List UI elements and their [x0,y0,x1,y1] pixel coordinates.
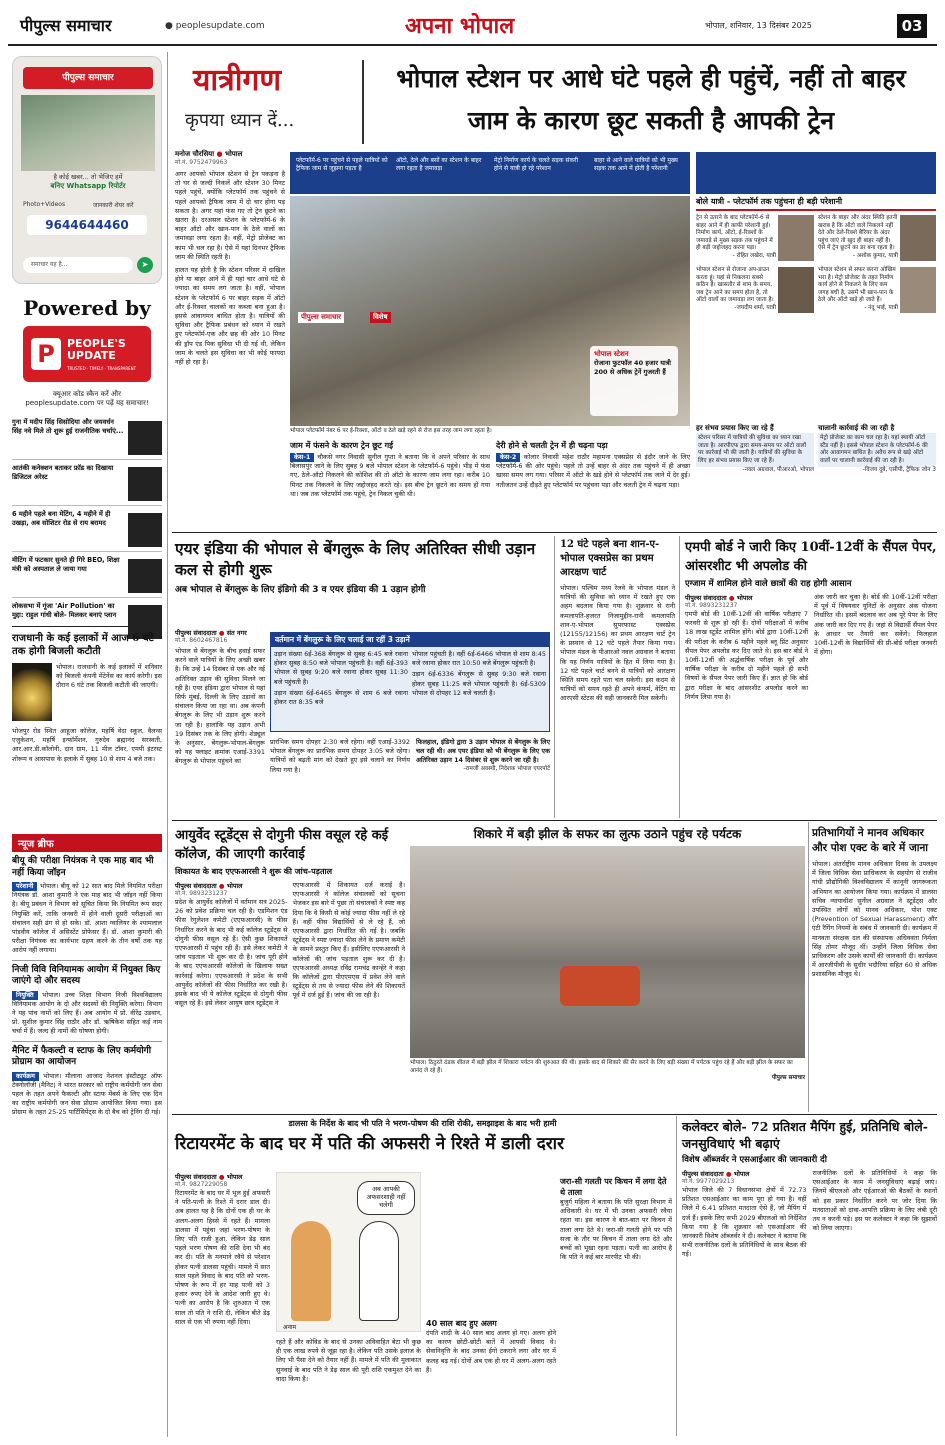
official-head: हर संभव प्रयास किए जा रहे हैं [696,424,774,432]
voice-item: भोपाल स्टेशन से रोजाना अप-डाउन करता हूं। यहां से निकलना सबसे कठिन है। खासतौर से शाम के समय, जब ट्रेन आने का समय होता है, तो ऑटो वालों का जमावड़ा लग जाता है। -जयदीप शर्मा, यात्री [696,267,814,313]
posh-body: भोपाल। अंतर्राष्ट्रीय मानव अधिकार दिवस के उपलक्ष्य में जिला विधिक सेवा प्राधिकरण के सहयोग से राजीव गांधी प्रौद्योगिकी विश्वविद्यालय में कानूनी जागरूकता अभियान का आयोजन किया गया। कार्यक्रम में डालसा सचिव न्यायाधीश सुनील अग्रवाल ने स्टूडेंट्स और उपस्थित लोगों को मानव अधिकार, पोश एक्ट (Prevention of Sexual Harassment) और एंटी रैगिंग नियमों के संबंध में जानकारी दी। कार्यक्रम में मानवता संरक्षक दल की संस्थापक अधिवक्ता निर्मला सिंह तोमर मौजूद थीं। उन्होंने जिला विधिक सेवा प्राधिकरण और उसके कार्यों की जानकारी दी। कार्यक्रम में आरजीपीवी के सुधीर भदौरिया सहित 60 से अधिक प्रशासनिक मौजूद थे। [812,860,937,979]
rail-point: मेट्रो निर्माण कार्य के चलते सड़क संकरी होने से यात्री हो रहे परेशान [494,157,579,172]
bulb-icon [12,663,52,721]
power-body: भोपाल। राजधानी के कई इलाकों में शनिवार को बिजली कंपनी मेंटेनेंस का कार्य करेगी। इस दौरान 6 घंटे तक बिजली कटौती की जाएगी। [56,663,162,690]
station-info-box [590,346,678,416]
lake-credit: पीपुल्स समाचार [771,1075,805,1081]
avatar [900,215,936,261]
photo-caption: भोपाल प्लेटफॉर्म नंबर 6 पर ई-रिक्शा, ऑटो व ठेले खड़े रहने से रोज इस तरह जाम लगा रहता है। [290,428,492,434]
site-url[interactable]: ● peoplesupdate.com [165,21,265,31]
air-title: एयर इंडिया की भोपाल से बेंगलुरू के लिए अतिरिक्त सीधी उड़ान कल से होगी शुरू [175,539,536,579]
promo-message-input[interactable]: समाचार यह है... [23,257,133,273]
flight-box: वर्तमान में बेंगलुरू के लिए चलाई जा रहीं 3 उड़ानें उड़ान संख्या 6ई-368 बेंगलुरू से सुबह 6:45 बजे रवाना होकर सुबह 8:50 बजे भोपाल पहुंचती है। वहीं 6ई-393 भोपाल से सुबह 9:20 बजे रवाना होकर सुबह 11:30 बजे पहुंचती है। उड़ान संख्या 6ई-6465 बेंगलुरू से शाम 6 बजे रवाना होकर रात 8:35 बजे भोपाल पहुंचती है। वहीं 6ई-6466 भोपाल से शाम 8:45 बजे रवाना होकर रात 10:50 बजे बेंगलुरू पहुंचती है। उड़ान 6ई-6336 बेंगलुरू से सुबह 9:30 बजे रवाना होकर सुबह 11:25 बजे भोपाल पहुंचती है। 6ई-5309 भोपाल से दोपहर 12 बजे चलती है। [270,632,550,732]
train-body: भोपाल। पश्चिम मध्य रेलवे के भोपाल मंडल ने यात्रियों की सुविधा को ध्यान में रखते हुए एक अहम बदलाव किया गया है। शुक्रवार से रानी कमलापति-हजरत निजामुद्दीन-रानी कमलापति शान-ए-भोपाल सुपरफास्ट एक्सप्रेस (12155/12156) का प्रथम आरक्षण चार्ट ट्रेन के प्रस्थान से 12 घंटे पहले तैयार किया गया। भोपाल मंडल के पीआरओ नवल अग्रवाल ने बताया कि यह निर्णय यात्रियों के हित में लिया गया है। 12 घंटे पहले चार्ट बनने से यात्रियों को आरक्षण स्थिति समय रहते पता चल सकेगी। इस कदम से यात्रियों को समय रहते ही अपने कंफर्म, वेटिंग या आरएसी स्टेटस की सही जानकारी मिल सकेगी। [560,584,675,703]
air-quote: फिलहाल, इंडिगो द्वारा 3 उड़ान भोपाल से बेंगलुरू के लिए चल रही थी। अब एयर इंडिया को भी बेंगलुरू के लिए एक अतिरिक्त उड़ान 14 दिसंबर से शुरू करने जा रही है। -रामजी अवस्थी, निदेशक भोपाल एयरपोर्ट [416,738,550,772]
masthead-rule [8,44,937,46]
case-body: कोलार निवासी महेश राठौर महामना एक्सप्रेस से इंदौर जाने के लिए प्लेटफॉर्म-6 की ओर पहुंचे। पहले तो उन्हें बाहर से अंदर तक पहुंचने में ही अच्छा खासा समय लग गया। परिसर में ऑटो के खड़े होने से प्लेटफॉर्म तक जाने में देर हुई। नतीजतन उन्हें दौड़ते हुए प्लेटफॉर्म पर पहुंचना पड़ा और चलती ट्रेन में चढ़ना पड़ा। [496,453,690,489]
station-label: भोपाल स्टेशन [594,350,629,358]
retire-kicker: डालसा के निर्देश के बाद भी पति ने भरण-पोषण की राशि रोकी, समझाइश के बाद भरी हामी [288,1119,557,1128]
brief-body: भोपाल। मौलाना आजाद नेशनल इंस्टीट्यूट ऑफ टेक्नोलॉजी (मैनिट) ने भारत सरकार को राष्ट्रीय कर्मयोगी जन सेवा पहल के तहत अपने फैकल्टी और स्टाफ मेंबर्स के लिए एक दिन का राष्ट्रीय कर्मयोगी जन सेवा प्रोग्राम आयोजित किया गया। इस प्रोग्राम के तहत 25-25 पार्टिसिपेंट्स के दो बैच को ट्रेनिंग दी गई। [12,1071,162,1117]
brand-name: PEOPLE'S UPDATE [67,337,126,362]
air-body-col: पीपुल्स संवाददाता ● संत नगर मो.नं. 8602467816 भोपाल से बेंगलुरू के बीच हवाई सफर करने वाले यात्रियों के लिए अच्छी खबर है। कि उन्हें 14 दिसंबर से एक और नई अतिरिक्त उड़ान की सुविधा मिलने जा रही है। एयर इंडिया द्वारा भोपाल से यहां सिर्फ मुंबई, दिल्ली के लिए उड़ानों का संचालन किया जा रहा था। अब कंपनी बेंगलुरू के लिए भी उड़ान शुरू करने जा रही है। हालांकि यह उड़ान अभी 19 दिसंबर तक के लिए होगी। शेड्यूल के अनुसार, बेंगलुरू-भोपाल-बेंगलुरू को यह फ्लाइट क्रमांक एआई-3391 बेंगलुरू से भोपाल पहुंचने का [175,629,265,766]
flight-box-head: वर्तमान में बेंगलुरू के लिए चलाई जा रहीं 3 उड़ानें [271,633,549,647]
avatar [778,267,814,313]
promo-head: पीपुल्स समाचार [23,67,153,89]
voice-item: स्टेशन के बाहर और अंदर स्थिति इतनी खराब है कि ऑटो वाले निकलने नहीं देते और ठेले-रिक्शे बैरियर के अंदर पहुंच जाएं तो खुद ही बाहर नहीं हैं। ऐसे में ट्रेन छूटने का डर बना रहता है। - अशोक कुमार, यात्री [818,215,936,261]
board-title: एमपी बोर्ड ने जारी किए 10वीं-12वीं के सैंपल पेपर, आंसरशीट भी अपलोड की [685,540,937,574]
brand-sub: TRUSTED · TIMELY · TRANSPARENT [67,366,137,371]
ayush-deck: शिकायत के बाद एएफआरसी ने शुरू की जांच-पड़ताल [175,867,332,876]
station-photo [290,196,690,426]
retire-col-1: पीपुल्स संवाददाता ● भोपाल मो.नं. 9827229058 रिटायरमेंट के बाद घर में भूल हुई अफसरी ने पति-पत्नी के रिश्ते में दरार डाल दी। अब हालत यह है कि दोनों एक ही घर के अलग-अलग हिस्से में रहते हैं। मामला डालसा में पहुंचा जहां भरण-पोषण के लिए पति राजी हुआ, लेकिन डेढ़ साल पहले भरण पोषण की राशि देना भी बंद कर दी। पति के मनमाने रवैये से परेशान होकर पत्नी डालसा पहुंची। मामले में सात साल पहले विवाद के बाद पति को भरण-पोषण के रूप में हर माह पत्नी को 3 हजार रुपए देने के आदेश जारी हुए थे। पत्नी का आरोप है कि शुरुआत में एक साल तो पति ने राशि दी, लेकिन बीते डेढ़ साल से एक भी रुपया नहीं दिया। [175,1173,270,1326]
teaser-item[interactable]: 6 महीने पहले बना मेटिंग, 4 महीने में ही उखड़ा, अब सोशिटर रोड से राय बरामद [12,510,162,552]
side-teasers [12,418,162,644]
dateline: भोपाल, शनिवार, 13 दिसंबर 2025 [705,21,812,30]
case-1 [290,440,490,499]
air-deck: अब भोपाल से बेंगलुरू के लिए इंडिगो की 3 व एयर इंडिया की 1 उड़ान होगी [175,585,426,595]
official-body: मेट्रो प्रोजेक्ट का काम चल रहा है। यहां स्थायी ऑटो स्टैंड नहीं है। इससे भोपाल स्टेशन के प्लेटफॉर्म-6 की ओर आवागमन बाधित है। अवैध रूप से खड़े ऑटो वालों पर चालानी कार्रवाई की जा रही है। [818,433,936,467]
byline-name: मनोज चौरसिया [175,150,215,158]
avatar [778,215,814,261]
voice-item: भोपाल स्टेशन से सफर करना ओखिम भरा है। मेट्रो प्रोजेक्ट के तहत निर्माण कार्य होने से निकलने के लिए कम जगह बची है, उसमें भी खान-पान के ठेले और ऑटो खड़े हो जाते हैं। - नंदू भाई, यात्री [818,267,936,313]
air-story [175,538,550,595]
board-deck: एग्जाम में शामिल होने वाले छात्रों की राह होगी आसान [685,579,852,589]
woman-figure [291,1221,331,1321]
shikara-boat [560,966,640,1006]
byline-mobile: मो.नं. 9752479963 [175,159,228,166]
teaser-item[interactable]: आतंकी कनेक्शन बताकर फ्रॉड का दिखाया डिजिटल अरेस्ट [12,464,162,506]
voice-item: ट्रेन से उतरने के बाद प्लेटफॉर्म-6 से बाहर आने में ही काफी परेशानी हुई। निर्माण कार्य, ऑटो, ई-रिक्शों के जमावड़े से मुख्य सड़क तक पहुंचने में ही बड़ी जद्दोजहद करना पड़ा। - रोहित लखेरा, यात्री [696,215,814,261]
brief-tag: कार्यक्रम [12,1072,39,1081]
qr-code-icon [128,467,162,501]
news-brief [12,834,162,1118]
official-left [696,424,814,475]
passenger-voices [696,196,936,313]
ayush-title: आयुर्वेद स्टूडेंट्स से दोगुनी फीस वसूल रहे कई कॉलेज, की जाएगी कार्रवाई [175,828,389,862]
photo-badge: पीपुल्स समाचार [298,312,344,323]
promo-tagline-1: है कोई खबर... तो भेजिए हमें [53,173,123,181]
collector-title: कलेक्टर बोले- 72 प्रतिशत मैपिंग हुई, प्रतिनिधि बोले- जनसुविधाएं भी बढ़ाएं [682,1119,928,1151]
qr-code-icon [128,513,162,547]
rail-body-2: हालत यह होती है कि स्टेशन परिसर में दाखिल होने या बाहर आने में ही यहां चार आधे घंटे से ज्यादा का समय लग जाता है। वहीं, भोपाल स्टेशन के प्लेटफॉर्म 6 पर बाहर सड़क में ऑटो और ई-रिक्शा चालकों का कब्जा बना हुआ है। इससे आवागमन बाधित होता है। यात्रियों की सुविधा और ट्रैफिक प्रबंधन को ध्यान में रखते हुए प्लेटफॉर्म-एक और छह की ओर 10 मिनट की ड्रॉप एंड पिक सुविधा भी दी गई थी, लेकिन जाम के चलते इस सुविधा का भी कोई फायदा नहीं हो रहा है। [175,266,285,367]
lake-photo [410,846,805,1058]
collector-story: कलेक्टर बोले- 72 प्रतिशत मैपिंग हुई, प्रतिनिधि बोले- जनसुविधाएं भी बढ़ाएं विशेष ऑब्जर्वर ने एसआईआर की जानकारी दी पीपुल्स संवाददाता ● भोपाल मो.नं. 9977029213 भोपाल जिले की 7 विधानसभा क्षेत्रों में 72.73 प्रतिशत एसआईआर का काम पूरा हो गया है। वहीं जिले में 6.41 प्रतिशत मतदाता ऐसे हैं, जो मैपिंग में दर्ज हैं। इसके लिए सभी 2029 बीएलओ को निर्देशित किया गया है कि शुक्रवार को एसआईआर की जानकारी विशेष ऑब्जर्वर ने दी। कलेक्टर ने बताया कि सभी राजनीतिक दलों के प्रतिनिधियों के साथ बैठक की गई। राजनीतिक दलों के प्रतिनिधियों ने कहा कि एसआईआर के काम में जनसुविधाएं बढ़ाई जाएं। जिनमें बीएलओ और एईआरओ की बैठकों के स्थानों को इस प्रकार निर्धारित करने पर जोर दिया कि मतदाताओं को दावा-आपत्ति प्रक्रिया के लिए लंबी दूरी तय न करनी पड़े। इस पर कलेक्टर ने कहा कि सुझावों को लिया जाएगा। [682,1119,937,1259]
brief-body: भोपाल। उच्च शिक्षा विभाग निजी विश्वविद्यालय विनियामक आयोग के दो और सदस्यों की नियुक्ति करेगा। विभाग ने यह पांच नामों को लिए हैं। अब आयोग में प्रो. वीरेंद्र उडवान, प्रो. सुशील कुमार सिंह राठौर और डॉ. ऋषिकेश सहित कई नाम चर्चा में हैं। जल्द ही नामों की घोषणा होगी। [12,990,162,1036]
lake-title: शिकारे में बड़ी झील के सफर का लुत्फ उठाने पहुंच रहे पर्यटक [473,827,742,841]
brief-title: मैनिट में फैकल्टी व स्टाफ के लिए कर्मयोगी प्रोग्राम का आयोजन [12,1045,152,1068]
retire-title: रिटायरमेंट के बाद घर में पति की अफसरी ने रिश्ते में डाली दरार [175,1134,565,1154]
case-tag: केस-2 [496,453,520,462]
rail-kicker-2: कृपया ध्यान दें... [185,110,295,131]
brief-tag: नियुक्ति [12,991,38,1000]
brief-item [12,856,162,956]
case-2 [496,440,690,490]
rail-byline: मनोज चौरसिया ● भोपाल मो.नं. 9752479963 अगर आपको भोपाल स्टेशन से ट्रेन पकड़ना है तो घर से जल्दी निकलें और स्टेशन 30 मिनट पहले पहुंचें, क्योंकि प्लेटफॉर्म तक पहुंचने से पहले आपको ट्रैफिक जाम में दो चार होना पड़ सकता है। अगर यहां फंस गए तो ट्रेन छूटने का खतरा है। दरअसल स्टेशन के प्लेटफॉर्म-6 के बाहर ऑटो और खान-पान के ठेले वालों का जमावड़ा लगा रहता है। वहीं, मेट्रो प्रोजेक्ट का काम भी चल रहा है। ऐसे में यहां दिनभर ट्रैफिक जाम की स्थिति रहती है। हालत यह होती है कि स्टेशन परिसर में दाखिल होने या बाहर आने में ही यहां चार आधे घंटे से ज्यादा का समय लग जाता है। वहीं, भोपाल स्टेशन के प्लेटफॉर्म 6 पर बाहर सड़क में ऑटो और ई-रिक्शा चालकों का कब्जा बना हुआ है। इससे आवागमन बाधित होता है। यात्रियों की सुविधा और ट्रैफिक प्रबंधन को ध्यान में रखते हुए प्लेटफॉर्म-एक और छह की ओर 10 मिनट की ड्रॉप एंड पिक सुविधा भी दी गई थी, लेकिन जाम के चलते इस सुविधा का भी कोई फायदा नहीं हो रहा है। [175,150,285,367]
brief-body: भोपाल। बीयू को 12 सात बाद मिले नियमित परीक्षा नियंत्रक डॉ. आशा कुमारी ने एक माह बाद भी जॉइन नहीं किया है। बीयू प्रबंधन ने विभाग को सूचित किया कि नियमित रूप सदर नियुक्ति करें, ताकि जनवरी में होने वाली दूसरी परीक्षाओं का संचालन सही ढंग से हो सके। डॉ. आशा ग्वालियर के श्यामलाल पांडवीय कॉलेज में असिस्टेंट प्रोफेसर हैं। डॉ. आशा कुमारी की परीक्षा नियंत्रक का कार्यभार ग्रहण करने के तीन वर्षों तक यह आरोप नहीं लगाया। [12,882,162,955]
official-name: -नवल अग्रवाल, पीआरओ, भोपाल [742,467,814,473]
brief-title: निजी विवि विनियामक आयोग में नियुक्त किए जाएंगे दो और सदस्य [12,964,161,987]
air-body-2: प्रारंभिक समय दोपहर 2:30 बजे रहेगा। वहीं एआई-3392 भोपाल बेंगलुरू का प्रारंभिक समय दोपहर 3:05 बजे रहेगा। यात्रियों को बढ़ती मांग को देखते हुए इसे चलाने का निर्णय लिया गया है। [270,738,410,774]
promo-tagline-2: बनिए Whatsapp रिपोर्टर [50,182,126,190]
rail-point: ऑटो, ठेले और बसों का स्टेशन के बाहर लगा रहता है जमावड़ा [396,157,482,172]
speech-bubble: अब आपकी अफसरशाही नहीं चलेगी [357,1181,415,1215]
qr-cta-1: क्यूआर कोड स्कैन करें और [53,390,121,398]
qr-code-icon [128,421,162,455]
rail-kicker: यात्रीगण [193,63,282,98]
brief-label: न्यूज ब्रीफ [12,834,162,852]
brief-item [12,1041,162,1118]
brief-item [12,960,162,1037]
masthead [0,0,945,44]
power-cut-story [12,632,162,764]
retire-side: 40 साल बाद हुए अलग दंपति शादी के 40 साल बाद अलग हो गए। अलग होने का कारण छोटी-छोटी बातें में आपसी विवाद थे। सेवानिवृत्ति के बाद उनका ईगो टकराने लगा और घर में कलह बढ़ गई। दोनों अब एक ही घर में अलग-अलग रहते हैं। [426,1319,556,1374]
official-name: -विजय दुबे, एसीपी, ट्रैफिक जोन 3 [862,467,936,473]
brief-tag: परेशानी [12,882,37,891]
rail-points-bar [290,152,690,194]
teaser-item[interactable]: लोकसभा में गूंजा 'Air Pollution' का मुद्दा: राहुल गांधी बोले- मिलकर बनाएं प्लान [12,602,162,644]
power-title: राजधानी के कई इलाकों में आज 6 घंटे तक होगी बिजली कटौती [12,633,154,657]
rail-points-bar-2 [696,152,936,194]
brand-p-icon: P [31,338,61,370]
official-right [818,424,936,475]
retire-story [175,1118,670,1156]
rail-body-1: अगर आपको भोपाल स्टेशन से ट्रेन पकड़ना है तो घर से जल्दी निकलें और स्टेशन 30 मिनट पहले पहुंचें, क्योंकि प्लेटफॉर्म तक पहुंचने से पहले आपको ट्रैफिक जाम में दो चार होना पड़ सकता है। अगर यहां फंस गए तो ट्रेन छूटने का खतरा है। दरअसल स्टेशन के प्लेटफॉर्म-6 के बाहर ऑटो और खान-पान के ठेले वालों का जमावड़ा लगा रहता है। वहीं, मेट्रो प्रोजेक्ट का काम भी चल रहा है। ऐसे में यहां दिनभर ट्रैफिक जाम की स्थिति रहती है। [175,170,285,261]
avatar [900,267,936,313]
official-head: चालानी कार्रवाई की जा रही है [818,424,895,432]
qr-cta-2[interactable]: peoplesupdate.com पर पढ़ें यह समाचार! [25,399,149,407]
board-story: एमपी बोर्ड ने जारी किए 10वीं-12वीं के सैंपल पेपर, आंसरशीट भी अपलोड की एग्जाम में शामिल होने वाले छात्रों की राह होगी आसान पीपुल्स संवाददाता ● भोपाल मो.नं. 9893231237 एमपी बोर्ड की 10वीं-12वीं की वार्षिक परीक्षाएं 7 फरवरी से शुरू हो रही हैं। दोनों परीक्षाओं में करीब 18 लाख स्टूडेंट शामिल होंगे। बोर्ड द्वारा 10वीं-12वीं की परीक्षा के करीब 6 महीने पहले ब्लू प्रिंट अनुसार सैंपल पेपर अपलोड कर दिए जाते थे। इस बार बोर्ड ने 10वीं-12वीं की अर्द्धवार्षिक परीक्षा के पूर्व और वार्षिक परीक्षा के करीब दो महीने पहले ही सभी विषयों के सैंपल पेपर जारी किए हैं। ज्ञात हो कि बोर्ड द्वारा परीक्षा के बाद आंसरशीट अपलोड करने का निर्णय लिया गया है। अंक जारी कर चुका है। बोर्ड की 10वीं-12वीं परीक्षा में पूर्व में विषयवार यूनिटों के अनुसार अंक योजना निर्धारित थी। इसमें बदलाव कर अब पूरे पेपर के लिए अंक जारी कर दिए गए हैं। जहां से विद्यार्थी सैंपल पेपर के आधार पर तैयारी कर सकेंगे। फिलहाल 10वीं-12वीं के विद्यार्थियों की प्री-बोर्ड परीक्षा जनवरी में होगा। [685,540,937,701]
lake-caption: भोपाल। ठिठुरते ठंडक शीतल में बड़ी झील में शिकारा पर्यटन की शुरुआत की थी। इसके बाद से शिकारे की सैर करने के लिए बड़ी संख्या में पर्यटक पहुंच रहे हैं और बड़ी झील के सफर का आनंद ले रहे हैं। [410,1060,793,1074]
send-icon[interactable]: ➤ [137,257,153,273]
powered-by [12,296,162,408]
retire-body-2: रहते हैं और कोविड के बाद से उनका अविवाहित बेटा भी कुछ ही एक लाख रुपये से जूझ रहा है। लेकिन पति उसके इलाज के लिए भी पैसा देने को तैयार नहीं हैं। मामले में पति की मुलाकात सुनवाई के बाद पति ने डेढ़ साल की पूरी राशि एकमुश्त देने का वादा किया है। [276,1338,421,1383]
peoples-update-logo[interactable] [23,326,151,382]
cartoon [276,1172,421,1332]
retire-side-2: जरा-सी गलती पर किचन में लगा देते थे ताला बुजुर्ग महिला ने बताया कि पति सुरक्षा विभाग में अधिकारी थे। घर में भी उनका अफसरी रवैया रहता था। इस कारण वे बात-बात पर किचन में ताला लगा देते थे। जरा-सी गलती होने पर पति सजा के तौर पर किचन में ताला लगा देते और बच्चों को भूखा रहना पड़ता। पत्नी का आरोप है कि पति ने कई बार मारपीट भी की। [560,1177,672,1262]
power-areas: भोजपुर रोड स्थित आहूजा कॉलेज, महर्षि वेदा स्कूल, वैलन्स एजुकेशन, महर्षि इन्फॉर्मेशन, गुरुदेव ब्रह्मानंद सरस्वती, आर.आर.डी.कॉलोनी, दान ग्राम, 11 मील टॉवर, एमपी इंटरस्ट शोरूम व आसपास के इलाके में सुबह 10 से शाम 4 बजे तक। [12,727,162,763]
promo-report-label: जानकारी शेयर करें [93,202,134,209]
rail-point: प्लेटफॉर्म-6 पर पहुंचने से पहले यात्रियों को ट्रैफिक जाम से जूझना पड़ता है [296,157,388,172]
station-sub: रोजाना फुटफॉल 40 हजार यात्री 200 से अधिक ट्रेनें गुजरती हैं [594,359,671,376]
rail-header [175,52,935,150]
teaser-item[interactable]: गुना में मदीप सिंह सिसोदिया और जयवर्धन सिंह नवे मिले तो शुरू हुई राजनीतिक चर्चाएं... [12,418,162,460]
promo-phone[interactable]: 9644644460 [27,215,147,235]
promo-photo [21,95,155,171]
case-head: जाम में फंसने के कारण ट्रेन छूट गई [290,441,394,450]
cartoon-signature: अनाम [283,1324,297,1331]
voices-head: बोले यात्री - प्लेटफॉर्म तक पहुंचना ही बड़ी परेशानी [696,196,936,211]
posh-story [812,826,937,980]
case-tag: केस-1 [290,453,314,462]
train-story [560,538,675,704]
teaser-item[interactable]: मीटिंग में फटकार सुनते ही गिरे BEO, शिक्षा मंत्री को अस्पताल ले जाया गया [12,556,162,598]
qr-code-icon [128,559,162,593]
official-body: स्टेशन परिसर में यात्रियों की सुविधा का ध्यान रखा जाता है। आरपीएफ द्वारा समय-समय पर ऑटो वालों पर कार्रवाई भी की जाती है। यात्रियों की सुविधा के लिए हर संभव प्रयास किए जा रहे हैं। [696,433,814,467]
case-body: चौकसे नगर निवासी सुनील गुप्ता ने बताया कि वे अपने परिवार के साथ बिलासपुर जाने के लिए सुबह 9 बजे भोपाल स्टेशन के प्लेटफॉर्म-6 पहुंचे। भीड़ में फंस गए, ठेले-ऑटो निकलने की कोशिश की तो ऑटो के कारण जाम लगा रहा। करीब 10 मिनट तक निकलने के लिए जद्दोजहद करते रहे। इस बीच ट्रेन छूटने का समय हो गया था। जब तक प्लेटफॉर्म तक पहुंचे, ट्रेन निकल चुकी थी। [290,453,490,498]
posh-title: प्रतिभागियों ने मानव अधिकार और पोश एक्ट के बारे में जाना [812,827,929,854]
rail-point: बाहर से आने वाले यात्रियों को भी मुख्य सड़क तक आने में होती है परेशानी [594,157,678,172]
photo-badge-2: विशेष [370,312,391,323]
case-head: देरी होने से चलती ट्रेन में ही चढ़ना पड़ा [496,441,608,450]
man-figure [359,1221,399,1321]
page-number: 03 [897,14,927,38]
train-title: 12 घंटे पहले बना शान-ए-भोपाल एक्सप्रेस का प्रथम आरक्षण चार्ट [560,539,660,578]
lake-story [410,826,805,1083]
section-title: अपना भोपाल [405,13,515,39]
whatsapp-promo[interactable] [12,56,162,284]
rail-headline: भोपाल स्टेशन पर आधे घंटे पहले ही पहुंचें, नहीं तो बाहर जाम के कारण छूट सकती है आपकी ट्रेन [396,64,906,135]
byline-place: भोपाल [225,150,243,158]
promo-photo-label: Photo+Videos [23,201,66,208]
powered-label: Powered by [23,296,151,320]
collector-deck: विशेष ऑब्जर्वर ने एसआईआर की जानकारी दी [682,1155,827,1165]
brief-title: बीयू की परीक्षा नियंत्रक ने एक माह बाद भी नहीं किया जॉइन [12,856,154,878]
masthead-logo[interactable]: पीपुल्स समाचार [20,16,112,35]
ayush-story: आयुर्वेद स्टूडेंट्स से दोगुनी फीस वसूल रहे कई कॉलेज, की जाएगी कार्रवाई शिकायत के बाद एएफआरसी ने शुरू की जांच-पड़ताल पीपुल्स संवाददाता ● भोपाल मो.नं. 9893231237 प्रदेश के आयुर्वेद कॉलेजों में वर्तमान सत्र 2025-26 को प्रवेश प्रक्रिया चल रही है। एडमिशन एंड फीस रेगुलेशन कमेटी (एएफआरसी) के फीस निर्धारित करने के बाद भी कई कॉलेज स्टूडेंट्स से दोगुनी फीस वसूल रहे हैं। ऐसी कुछ शिकायतें एएफआरसी में पहुंच रही हैं। इसे लेकर कमेटी ने जांच पड़ताल भी शुरू कर दी है। जांच पूरी होने के बाद एएफआरसी कॉलेजों के खिलाफ सख्त कार्रवाई करेगा। एएफआरसी ने प्रदेश के सभी आयुर्वेद कॉलेजों की फीस निर्धारित कर रखी है। इसके बाद भी ये कॉलेज स्टूडेंट्स से दोगुनी फीस वसूल रहे हैं। इसे लेकर आयुष छात्र स्टूडेंट्स ने एएफआरसी में शिकायत दर्ज कराई है। एएफआरसी ने कॉलेज संचालकों को सूचना भेजकर इस बारे में पूछा तो संचालकों ने स्पष्ट कह दिया कि वे किसी से कोई ज्यादा फीस नहीं ले रहे हैं। वहीं फीस विद्यार्थियों से ले रहे हैं, जो एएफआरसी द्वारा निर्धारित की गई है। जबकि स्टूडेंट्स ने स्पष्ट ज्यादा फीस लेने के प्रमाण कमेटी के सामने प्रस्तुत किए हैं। इसीलिए एएफआरसी ने कॉलेजों की जांच पड़ताल शुरू कर दी है। एएफआरसी अध्यक्ष रविंद्र रामचंद्र कान्हेरे ने कहा कि कॉलेजों द्वारा पीएएमएस में प्रवेश लेने वाले स्टूडेंट्स से तय से ज्यादा फीस लेने की शिकायतें पूर्व में दर्ज हुई हैं। जांच की जा रही है। [175,828,405,1008]
